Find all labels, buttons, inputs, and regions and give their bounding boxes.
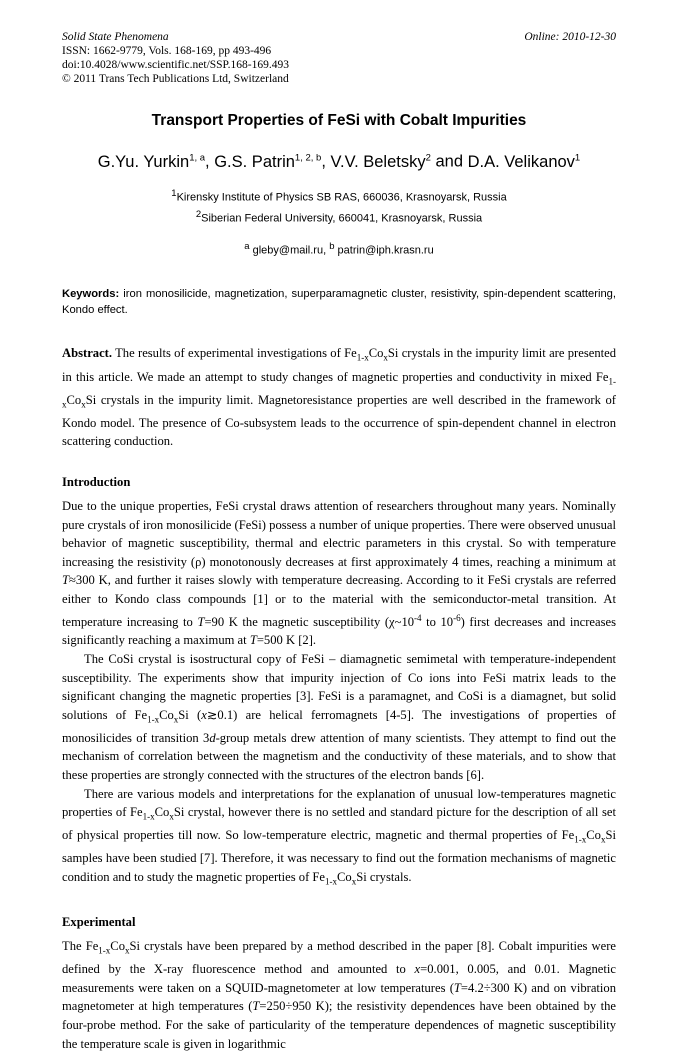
email-mark-a: a xyxy=(244,240,250,252)
journal-name: Solid State Phenomena xyxy=(62,31,169,43)
email-a: gleby@mail.ru, xyxy=(249,244,330,257)
author-2: G.S. Patrin$^{1, 2, b}$ xyxy=(214,152,322,171)
email-block xyxy=(62,241,616,257)
page-header xyxy=(62,30,616,86)
email-mark-b: b xyxy=(329,240,335,252)
doi-line: doi:10.4028/www.scientific.net/SSP.168-169.493 xyxy=(62,59,290,71)
copyright-line: © 2011 Trans Tech Publications Ltd, Switzerland xyxy=(62,73,289,85)
author-3-mark: 2 xyxy=(425,152,431,163)
keywords-label: Keywords: xyxy=(62,288,120,301)
affiliation-1 xyxy=(62,185,616,207)
author-sep-2: , xyxy=(321,152,331,171)
affiliation-1-mark: 1 xyxy=(171,187,177,199)
page-title: Transport Properties of FeSi with Cobalt Impurities xyxy=(151,112,527,129)
online-date: Online: 2010-12-30 xyxy=(524,31,616,43)
author-1: G.Yu. Yurkin$^{1, a}$ xyxy=(97,152,206,171)
header-left-block xyxy=(62,30,289,86)
abstract-text: The results of experimental investigations of $Fe_{1-x}Co_xSi$ crystals in the impurity limit are presented in this article. We made an attempt to study changes of magnetic properties and conductivity in mixed $Fe_{1-x}Co_xSi$ crystals in the impurity limit. Magnetoresistance properties are well described in the framework of Kondo model. The presence of Co-subsystem leads to the occurrence of spin-dependent channel in electron scattering conduction. xyxy=(62,346,617,449)
author-4: D.A. Velikanov$^1$ xyxy=(467,152,581,171)
keywords-block xyxy=(62,286,616,318)
affiliation-1-text: Kirensky Institute of Physics SB RAS, 660036, Krasnoyarsk, Russia xyxy=(176,191,507,204)
abstract-label: Abstract. xyxy=(62,346,113,361)
intro-paragraph-2: The CoSi crystal is isostructural copy of FeSi – diamagnetic semimetal with temperature-independent susceptibility. The experiments show that impurity injection of Co ions into FeSi matrix leads to the significant changing the magnetic properties [3]. FeSi is a paramagnet, and CoSi is a diamagnet, but solid solutions of $Fe_{1-х}Co_хSi$ (x≳0.1) are helical ferromagnets [4-5]. The investigations of properties of monosilicides of transition 3d-group metals drew attention of many scientists. They attempt to find out the mechanism of correlation between the magnetism and the conductivity of these materials, and to show that these properties are strongly connected with the structures of the electron bands [6]. xyxy=(62,651,617,782)
intro-paragraph-1: Due to the unique properties, FeSi crystal draws attention of researchers throughout many years. Nominally pure crystals of iron monosilicide (FeSi) possess a number of unique properties. There were observed unusual behavior of magnetic susceptibility, thermal and electric parameters in this crystal. So with temperature increasing the resistivity (ρ) monotonously decreases at first approximately 4 times, reaching a minimum at T≈300 K, and further it raises slowly with temperature decreasing. According to it FeSi crystals are referred either to Kondo class compounds [1] or to the material with the semiconductor-metal transition. At temperature increasing to T=90 K the magnetic susceptibility ($\chi\sim 10^{-4}$ to $10^{-6}$) first decreases and increases significantly reaching a maximum at T=500 K [2]. xyxy=(62,498,616,648)
experimental-paragraph-1: The $Fe_{1-x}Co_xSi$ crystals have been prepared by a method described in the paper [8]. Cobalt impurities were defined by the X-ray fluorescence method and amounted to x=0.001, 0.005, and 0.01. Magnetic measurements were taken on a SQUID-magnetometer at low temperatures (T=4.2÷300 K) and on vibration magnetometer at high temperatures (T=250÷950 K); the resistivity dependences have been obtained by the four-probe method. For the sake of particularity of the temperature dependences of magnetic susceptibility the temperature scale is given in logarithmic xyxy=(62,939,617,1051)
abstract-block xyxy=(62,344,616,451)
author-1-mark: 1, a xyxy=(189,152,206,163)
author-list xyxy=(62,152,616,172)
affiliation-2-mark: 2 xyxy=(195,209,202,221)
email-b: patrin@iph.krasn.ru xyxy=(334,244,434,257)
author-4-mark: 1 xyxy=(574,152,581,163)
issn-line: ISSN: 1662-9779, Vols. 168-169, pp 493-496 xyxy=(62,45,272,57)
author-sep-3: and xyxy=(430,152,468,171)
author-2-mark: 1, 2, b xyxy=(294,152,322,163)
affiliation-block xyxy=(62,185,616,228)
author-3: V.V. Beletsky$^2$ xyxy=(330,152,431,171)
section-heading-experimental: Experimental xyxy=(62,915,136,930)
keywords-text: iron monosilicide, magnetization, superparamagnetic cluster, resistivity, spin-dependent scattering, Kondo effect. xyxy=(62,288,616,317)
section-heading-introduction: Introduction xyxy=(62,474,131,489)
affiliation-2 xyxy=(62,206,616,228)
affiliation-2-text: Siberian Federal University, 660041, Krasnoyarsk, Russia xyxy=(201,212,483,225)
intro-paragraph-3: There are various models and interpretations for the explanation of unusual low-temperatures magnetic properties of $Fe_{1-x}Co_xSi$ crystal, however there is no settled and standard picture for the description of all set of physical properties till now. So low-temperature electric, magnetic and thermal properties of $Fe_{1-x}Co_xSi$ samples have been studied [7]. Therefore, it was necessary to find out the formation mechanisms of magnetic condition and to study the magnetic properties of $Fe_{1-x}Co_xSi$ crystals. xyxy=(62,786,616,887)
author-sep-1: , xyxy=(205,152,215,171)
